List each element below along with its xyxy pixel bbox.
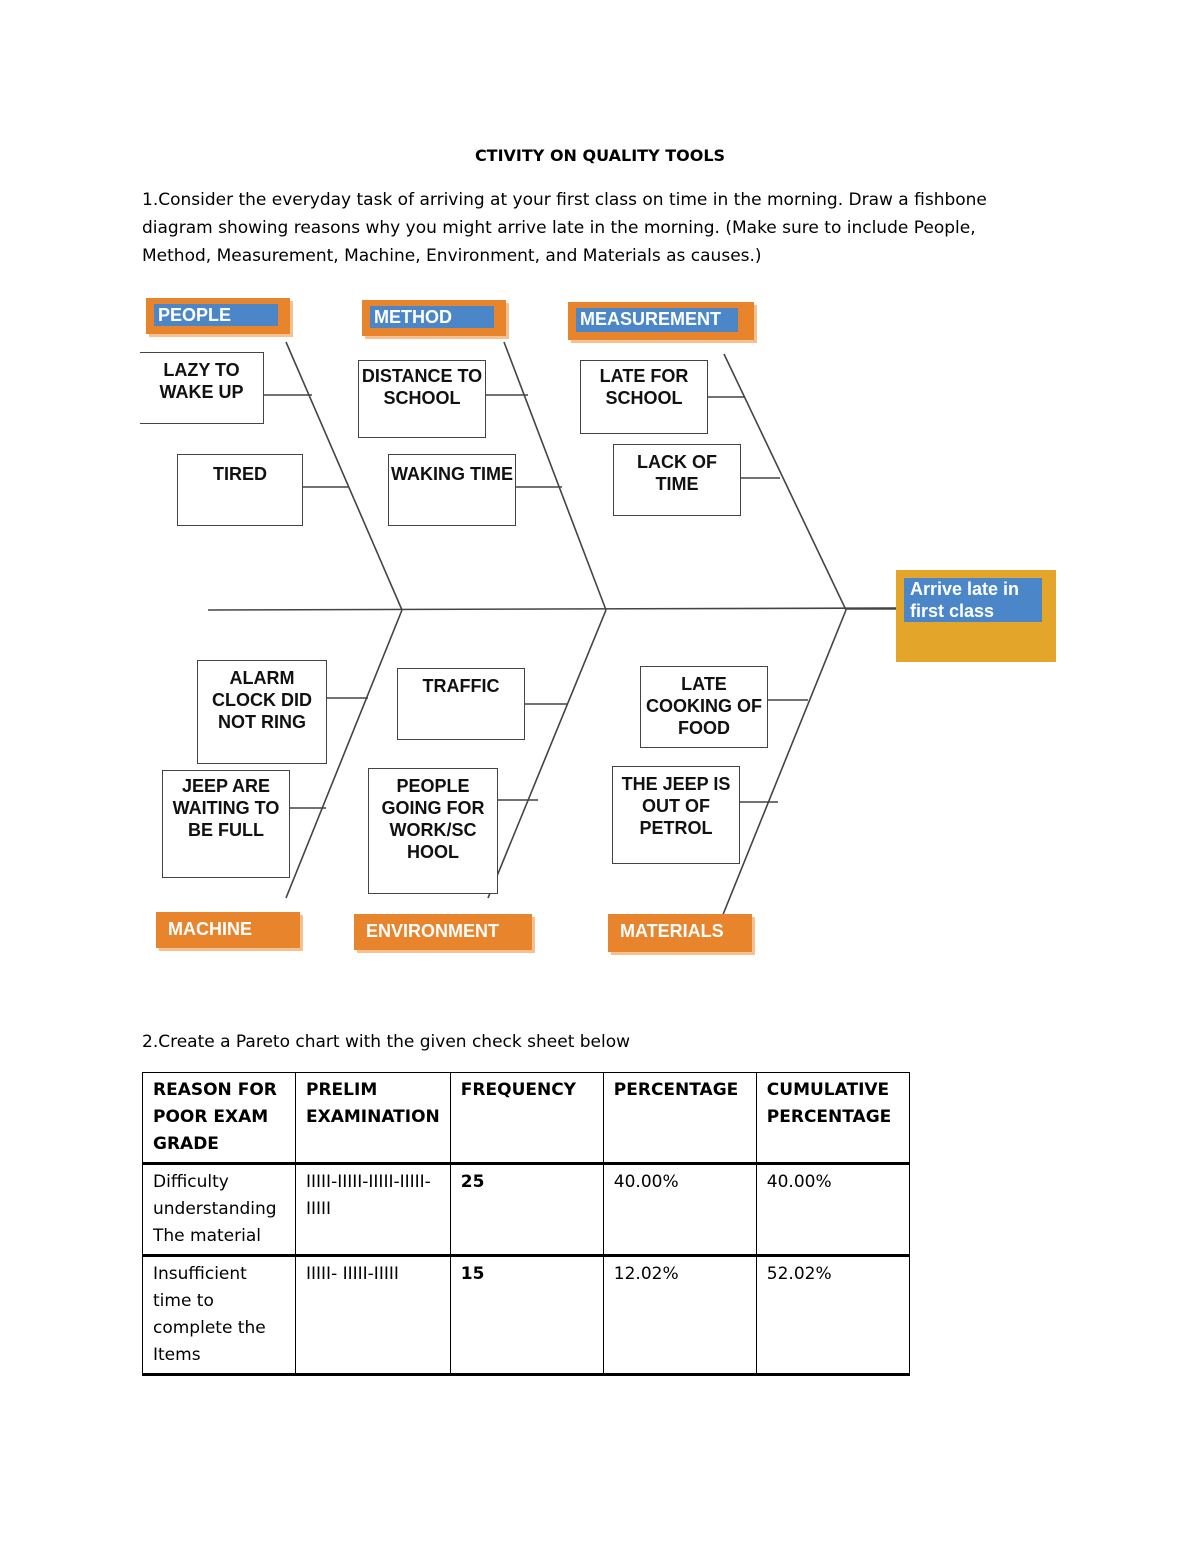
question-2-text: 2.Create a Pareto chart with the given check sheet below <box>142 1032 631 1052</box>
cell-reason: Difficulty understanding The material <box>143 1164 296 1256</box>
spine-line <box>208 608 898 610</box>
cause-lack-of-time: LACK OF TIME <box>613 444 741 516</box>
category-measurement: MEASUREMENT <box>568 302 754 340</box>
table-row <box>143 1256 910 1375</box>
cell-cumulative: 40.00% <box>756 1164 909 1256</box>
cause-jeep-out-of-petrol: THE JEEP IS OUT OF PETROL <box>612 766 740 864</box>
category-materials: MATERIALS <box>608 914 752 952</box>
bone-measurement <box>724 354 846 610</box>
category-machine: MACHINE <box>156 912 300 948</box>
cause-tired: TIRED <box>177 454 303 526</box>
check-sheet-table <box>142 1072 910 1376</box>
header-percentage: PERCENTAGE <box>603 1073 756 1164</box>
cause-late-cooking: LATE COOKING OF FOOD <box>640 666 768 748</box>
category-people: PEOPLE <box>146 298 290 334</box>
document-title: CTIVITY ON QUALITY TOOLS <box>474 146 726 165</box>
cell-frequency: 15 <box>450 1256 603 1375</box>
cause-waking-time: WAKING TIME <box>388 454 516 526</box>
cause-late-for-school: LATE FOR SCHOOL <box>580 360 708 434</box>
effect-box: Arrive late in first class <box>896 570 1056 662</box>
cell-tally: IIIII-IIIII-IIIII-IIIII-IIIII <box>296 1164 451 1256</box>
fishbone-diagram <box>140 292 1070 972</box>
cell-reason: Insufficient time to complete the Items <box>143 1256 296 1375</box>
cell-cumulative: 52.02% <box>756 1256 909 1375</box>
header-prelim: PRELIM EXAMINATION <box>296 1073 451 1164</box>
cell-frequency: 25 <box>450 1164 603 1256</box>
header-cumulative: CUMULATIVE PERCENTAGE <box>756 1073 909 1164</box>
header-frequency: FREQUENCY <box>450 1073 603 1164</box>
table-header-row <box>143 1073 910 1164</box>
cause-people-going: PEOPLE GOING FOR WORK/SC HOOL <box>368 768 498 894</box>
bone-environment <box>488 610 606 898</box>
cell-tally: IIIII- IIIII-IIIII <box>296 1256 451 1375</box>
table-row <box>143 1164 910 1256</box>
cause-alarm-clock: ALARM CLOCK DID NOT RING <box>197 660 327 764</box>
question-1-text: 1.Consider the everyday task of arriving at your first class on time in the morning. Draw a fishbone diagram showing reasons why you might arrive late in the morning. (Make sure to include People, Method, Measurement, Machine, Environment, and Materials as causes.) <box>142 190 987 266</box>
cell-percentage: 40.00% <box>603 1164 756 1256</box>
category-method: METHOD <box>362 300 506 336</box>
cell-percentage: 12.02% <box>603 1256 756 1375</box>
cause-traffic: TRAFFIC <box>397 668 525 740</box>
cause-lazy-to-wake-up: LAZY TO WAKE UP <box>140 352 264 424</box>
cause-jeep-waiting: JEEP ARE WAITING TO BE FULL <box>162 770 290 878</box>
cause-distance-to-school: DISTANCE TO SCHOOL <box>358 360 486 438</box>
category-environment: ENVIRONMENT <box>354 914 532 950</box>
header-reason: REASON FOR POOR EXAM GRADE <box>143 1073 296 1164</box>
